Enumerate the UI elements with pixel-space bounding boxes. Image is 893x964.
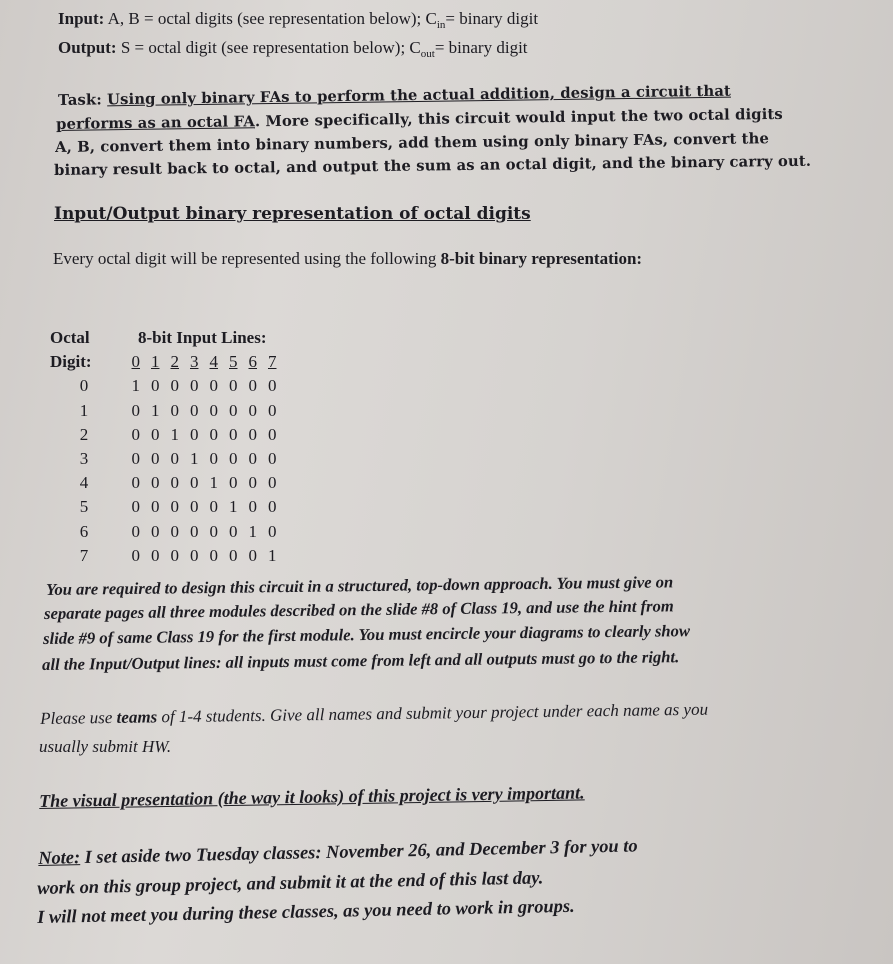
intro-text: Every octal digit will be represented using the following — [53, 249, 441, 268]
bit-value: 0 — [151, 521, 160, 541]
representation-heading: Input/Output binary representation of octal digits — [54, 204, 531, 224]
octal-digit-cell: 4 — [79, 473, 89, 493]
bit-value: 1 — [229, 497, 238, 517]
bit-value: 0 — [151, 497, 160, 517]
octal-digit-cell: 5 — [79, 497, 89, 517]
input-line — [58, 9, 538, 31]
binary-bits-cell — [126, 374, 282, 398]
bit-value: 0 — [190, 424, 199, 444]
note-text: I set aside two Tuesday classes: November 26, and December 3 for you to — [79, 835, 638, 868]
bit-value: 0 — [268, 424, 277, 444]
task-line-4: binary result back to octal, and output the sum as an octal digit, and the binary carry out. — [54, 152, 812, 179]
bit-value: 0 — [229, 521, 238, 541]
intro-bold: 8-bit binary representation: — [440, 249, 643, 268]
bit-value: 1 — [151, 400, 160, 420]
table-row — [48, 544, 282, 568]
bit-value: 0 — [190, 376, 199, 396]
bit-value: 0 — [170, 376, 179, 396]
note-label: Note: — [38, 847, 81, 868]
bit-value: 0 — [209, 400, 218, 420]
bit-value: 0 — [209, 424, 218, 444]
line-number: 5 — [229, 352, 238, 372]
output-line — [58, 38, 528, 60]
visual-presentation-note: The visual presentation (the way it looks) of this project is very important. — [39, 782, 585, 811]
input-label: Input: — [58, 9, 105, 28]
input-sub: in — [436, 19, 446, 31]
bit-value: 0 — [190, 545, 199, 565]
bit-value: 0 — [248, 545, 257, 565]
bit-value: 0 — [170, 449, 179, 469]
bit-value: 0 — [229, 473, 238, 493]
octal-digit-cell: 3 — [79, 449, 89, 469]
bit-value: 0 — [170, 497, 179, 517]
bit-value: 0 — [248, 473, 257, 493]
bit-value: 0 — [151, 449, 160, 469]
teams-text: Please use — [40, 707, 117, 728]
table-header-row-1 — [48, 326, 282, 350]
bit-value: 0 — [248, 376, 257, 396]
binary-bits-cell — [126, 399, 282, 423]
bit-value: 0 — [268, 400, 277, 420]
bit-value: 0 — [170, 473, 179, 493]
bit-value: 1 — [209, 473, 218, 493]
table-header-row-2 — [48, 350, 282, 374]
table-row — [48, 423, 282, 447]
octal-digit-cell: 6 — [79, 521, 89, 541]
bit-value: 0 — [229, 545, 238, 565]
teams-text-end: of 1-4 students. Give all names and submit your project under each name as you — [157, 699, 709, 727]
teams-line-1 — [40, 700, 708, 729]
instructions-line-2: separate pages all three modules described on the slide #8 of Class 19, and use the hint from — [44, 596, 674, 623]
input-lines-header: 8-bit Input Lines: — [138, 328, 267, 348]
table-row — [48, 399, 282, 423]
bit-value: 0 — [151, 424, 160, 444]
output-label: Output: — [58, 38, 117, 57]
bit-value: 0 — [209, 521, 218, 541]
line-number: 0 — [131, 352, 140, 372]
bit-value: 0 — [248, 449, 257, 469]
task-line-2-rest: . More specifically, this circuit would input the two octal digits — [254, 105, 783, 131]
bit-value: 0 — [209, 449, 218, 469]
output-text: S = octal digit (see representation below); C — [120, 38, 421, 57]
bit-value: 0 — [229, 400, 238, 420]
bit-value: 1 — [131, 376, 140, 396]
bit-value: 0 — [268, 473, 277, 493]
binary-bits-cell — [126, 423, 282, 447]
digit-header: Digit: — [50, 352, 92, 372]
note-line-1 — [38, 835, 638, 869]
bit-value: 0 — [131, 449, 140, 469]
bit-value: 0 — [248, 424, 257, 444]
teams-line-2: usually submit HW. — [39, 737, 172, 756]
octal-digit-cell: 2 — [79, 424, 89, 444]
bit-value: 0 — [151, 473, 160, 493]
line-number: 3 — [190, 352, 199, 372]
bit-value: 0 — [209, 545, 218, 565]
octal-representation-table — [48, 326, 282, 568]
instructions-line-1: You are required to design this circuit in a structured, top-down approach. You must give on — [46, 572, 674, 599]
bit-value: 0 — [190, 521, 199, 541]
line-number: 2 — [170, 352, 179, 372]
task-line-3: A, B, convert them into binary numbers, add them using only binary FAs, convert the — [55, 130, 770, 156]
bit-value: 0 — [268, 497, 277, 517]
line-number: 7 — [268, 352, 277, 372]
bit-value: 0 — [170, 521, 179, 541]
bit-value: 1 — [170, 424, 179, 444]
bit-value: 1 — [190, 449, 199, 469]
task-line-2 — [56, 106, 783, 133]
bit-value: 0 — [131, 521, 140, 541]
output-text-end: = binary digit — [434, 38, 528, 57]
task-line-1 — [58, 83, 731, 109]
bit-value: 0 — [229, 376, 238, 396]
line-number: 1 — [151, 352, 160, 372]
bit-value: 1 — [248, 521, 257, 541]
table-row — [48, 447, 282, 471]
table-row — [48, 374, 282, 398]
bit-value: 0 — [268, 449, 277, 469]
bit-value: 0 — [170, 545, 179, 565]
instructions-line-3: slide #9 of same Class 19 for the first module. You must encircle your diagrams to clearly show — [43, 621, 691, 648]
bit-value: 0 — [209, 497, 218, 517]
note-line-2: work on this group project, and submit it at the end of this last day. — [37, 867, 544, 898]
bit-value: 0 — [268, 376, 277, 396]
line-number: 6 — [248, 352, 257, 372]
task-underlined-2: performs as an octal FA — [56, 113, 256, 133]
note-line-3: I will not meet you during these classes, as you need to work in groups. — [37, 895, 575, 927]
bit-value: 0 — [151, 545, 160, 565]
octal-digit-cell: 0 — [79, 376, 89, 396]
task-label: Task: — [58, 91, 102, 109]
bit-value: 0 — [229, 449, 238, 469]
binary-bits-cell — [126, 447, 282, 471]
bit-value: 1 — [268, 545, 277, 565]
input-text: A, B = octal digits (see representation below); C — [107, 9, 437, 28]
bit-value: 0 — [131, 473, 140, 493]
binary-bits-cell — [126, 544, 282, 568]
teams-bold: teams — [116, 707, 158, 727]
bit-value: 0 — [190, 400, 199, 420]
bit-value: 0 — [209, 376, 218, 396]
bit-value: 0 — [248, 400, 257, 420]
line-number: 4 — [209, 352, 218, 372]
bit-value: 0 — [170, 400, 179, 420]
binary-bits-cell — [126, 471, 282, 495]
task-underlined-1: Using only binary FAs to perform the actual addition, design a circuit that — [106, 82, 732, 109]
octal-digit-cell: 7 — [79, 545, 89, 565]
binary-bits-cell — [126, 520, 282, 544]
table-body — [48, 374, 282, 568]
bit-value: 0 — [131, 545, 140, 565]
bit-value: 0 — [190, 497, 199, 517]
bit-value: 0 — [248, 497, 257, 517]
bit-value: 0 — [131, 497, 140, 517]
table-row — [48, 520, 282, 544]
input-text-end: = binary digit — [445, 9, 539, 28]
octal-digit-cell: 1 — [79, 400, 89, 420]
table-row — [48, 471, 282, 495]
representation-intro — [53, 249, 642, 269]
octal-header: Octal — [50, 328, 90, 348]
output-sub: out — [420, 48, 435, 60]
bit-value: 0 — [151, 376, 160, 396]
table-row — [48, 495, 282, 519]
bit-value: 0 — [131, 400, 140, 420]
bit-value: 0 — [190, 473, 199, 493]
line-number-header — [126, 350, 282, 374]
instructions-line-4: all the Input/Output lines: all inputs must come from left and all outputs must go to the right. — [42, 647, 680, 674]
bit-value: 0 — [131, 424, 140, 444]
bit-value: 0 — [229, 424, 238, 444]
binary-bits-cell — [126, 495, 282, 519]
bit-value: 0 — [268, 521, 277, 541]
